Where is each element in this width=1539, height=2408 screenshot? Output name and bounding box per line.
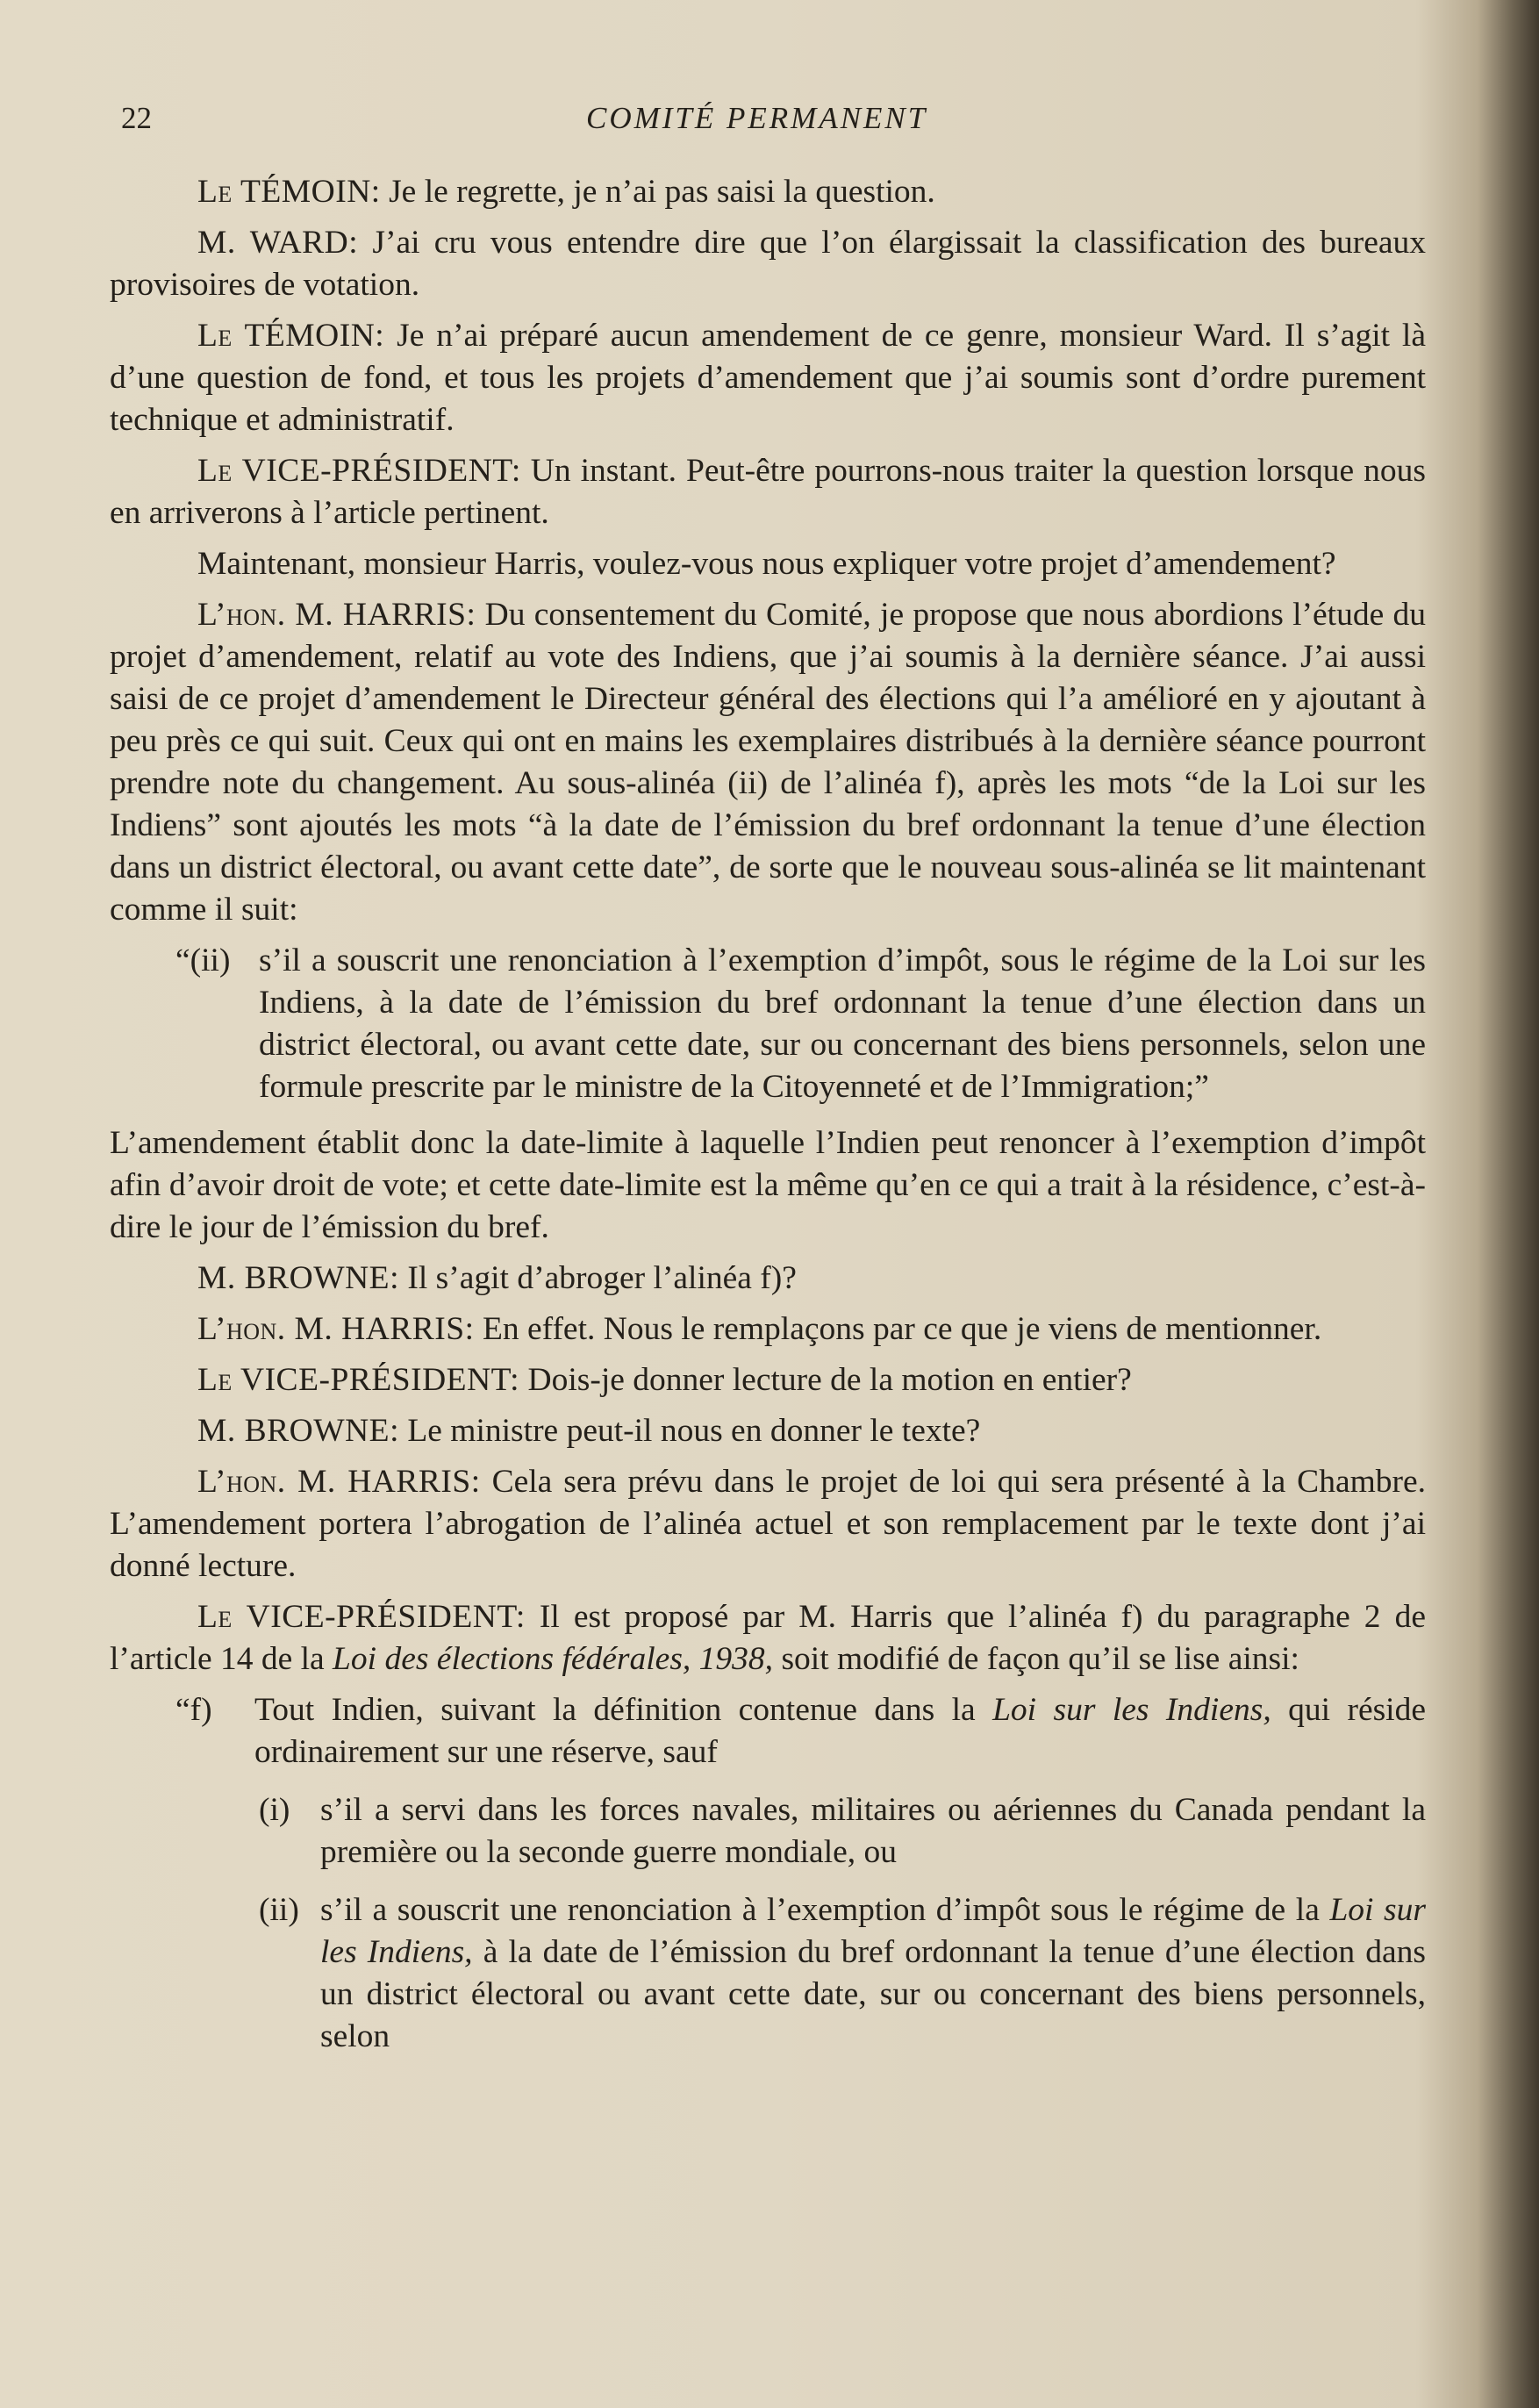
quote-label: “(ii)	[175, 942, 231, 978]
quote-text-part: Tout Indien, suivant la définition contenue dans la	[254, 1692, 993, 1728]
paragraph	[110, 1308, 1426, 1351]
paragraph-text: Le ministre peut-il nous en donner le texte?	[399, 1413, 981, 1449]
speaker: M. BROWNE:	[197, 1413, 399, 1449]
paragraph-text: L’amendement établit donc la date-limite à laquelle l’Indien peut renoncer à l’exemption d’impôt afin d’avoir droit de vote; et cette date-limite est la même qu’en ce qui a trait à la résidence, c’est-à-dire le jour de l’émission du bref.	[110, 1125, 1426, 1245]
quoted-paragraph	[110, 1689, 1426, 2058]
speaker: Le TÉMOIN:	[197, 174, 381, 210]
paragraph	[110, 315, 1426, 441]
quote-text: s’il a souscrit une renonciation à l’exemption d’impôt, sous le régime de la Loi sur les Indiens, à la date de l’émission du bref ordonnant la tenue d’une élection dans un district électoral, ou avant cette date, sur ou concernant des biens personnels, selon une formule prescrite par le ministre de la Citoyenneté et de l’Immigration;”	[259, 942, 1426, 1105]
paragraph-text: Il s’agit d’abroger l’alinéa f)?	[399, 1260, 797, 1296]
body-text	[110, 171, 1426, 2072]
item-text	[320, 1789, 1426, 1874]
speaker: Le TÉMOIN:	[197, 318, 385, 354]
item-label: (i)	[259, 1792, 290, 1828]
paragraph	[110, 1258, 1426, 1300]
paragraph-text: Je n’ai préparé aucun amendement de ce genre, monsieur Ward. Il s’agit là d’une question de fond, et tous les projets d’amendement que j’ai soumis sont d’ordre purement technique et administratif.	[110, 318, 1426, 438]
paragraph	[110, 594, 1426, 931]
speaker: M. WARD:	[197, 225, 359, 261]
paragraph	[110, 171, 1426, 213]
speaker: L’hon. M. HARRIS:	[197, 597, 476, 633]
paragraph	[110, 1359, 1426, 1401]
speaker: L’hon. M. HARRIS:	[197, 1311, 475, 1347]
statute-title: Loi des élections fédérales, 1938,	[333, 1641, 774, 1677]
paragraph-text: soit modifié de façon qu’il se lise ainsi:	[773, 1641, 1299, 1677]
paragraph-text: J’ai cru vous entendre dire que l’on élargissait la classification des bureaux provisoires de votation.	[110, 225, 1426, 303]
paragraph	[110, 1461, 1426, 1587]
speaker: Le VICE-PRÉSIDENT:	[197, 1362, 520, 1398]
paragraph	[110, 1410, 1426, 1452]
statute-title: Loi sur les Indiens,	[320, 1892, 1426, 1970]
item-text	[320, 1889, 1426, 2058]
paragraph-text: Cela sera prévu dans le projet de loi qui sera présenté à la Chambre. L’amendement portera l’abrogation de l’alinéa actuel et son remplacement par le texte dont j’ai donné lecture.	[110, 1464, 1427, 1584]
paragraph-text: Dois-je donner lecture de la motion en entier?	[519, 1362, 1132, 1398]
motion-paragraph	[110, 1596, 1426, 1681]
speaker: M. BROWNE:	[197, 1260, 399, 1296]
paragraph	[110, 543, 1426, 585]
paragraph	[110, 1122, 1426, 1249]
quote-label: “f)	[175, 1692, 212, 1728]
paragraph-text: En effet. Nous le remplaçons par ce que je viens de mentionner.	[474, 1311, 1322, 1347]
quote-item	[110, 1789, 1426, 1874]
paragraph-text: Je le regrette, je n’ai pas saisi la question.	[380, 174, 935, 210]
page-number: 22	[121, 101, 152, 135]
paragraph-text: Un instant. Peut-être pourrons-nous traiter la question lorsque nous en arriverons à l’article pertinent.	[110, 453, 1426, 531]
quoted-subparagraph	[110, 940, 1426, 1108]
speaker: L’hon. M. HARRIS:	[197, 1464, 481, 1500]
item-text-part: s’il a souscrit une renonciation à l’exemption d’impôt sous le régime de la	[320, 1892, 1330, 1928]
speaker: Le VICE-PRÉSIDENT:	[197, 1599, 526, 1635]
item-text-part: s’il a servi dans les forces navales, militaires ou aériennes du Canada pendant la première ou la seconde guerre mondiale, ou	[320, 1792, 1426, 1870]
paragraph-text: Du consentement du Comité, je propose que nous abordions l’étude du projet d’amendement, relatif au vote des Indiens, que j’ai soumis à la dernière séance. J’ai aussi saisi de ce projet d’amendement le Directeur général des élections qui l’a amélioré en y ajoutant à peu près ce qui suit. Ceux qui ont en mains les exemplaires distribués à la dernière séance pourront prendre note du changement. Au sous-alinéa (ii) de l’alinéa f), après les mots “de la Loi sur les Indiens” sont ajoutés les mots “à la date de l’émission du bref ordonnant la tenue d’une élection dans un district électoral, ou avant cette date”, de sorte que le nouveau sous-alinéa se lit maintenant comme il suit:	[110, 597, 1426, 928]
quote-text	[254, 1689, 1426, 1774]
quote-line	[110, 940, 1426, 1108]
page-header	[121, 101, 1460, 154]
running-title: COMITÉ PERMANENT	[586, 101, 928, 135]
item-text-part: à la date de l’émission du bref ordonnant la tenue d’une élection dans un district électoral ou avant cette date, sur ou concernant des biens personnels, selon	[320, 1934, 1426, 2054]
quote-item	[110, 1889, 1426, 2058]
statute-title: Loi sur les Indiens,	[992, 1692, 1271, 1728]
quote-text-part: qui réside ordinairement sur une réserve, sauf	[254, 1692, 1426, 1770]
speaker: Le VICE-PRÉSIDENT:	[197, 453, 521, 489]
quote-line	[110, 1689, 1426, 1774]
paragraph-text: Il est proposé par M. Harris que l’alinéa f) du paragraphe 2 de l’article 14 de la	[110, 1599, 1426, 1677]
paragraph	[110, 222, 1426, 306]
paragraph	[110, 450, 1426, 534]
item-label: (ii)	[259, 1892, 299, 1928]
paragraph-text: Maintenant, monsieur Harris, voulez-vous nous expliquer votre projet d’amendement?	[197, 546, 1336, 582]
